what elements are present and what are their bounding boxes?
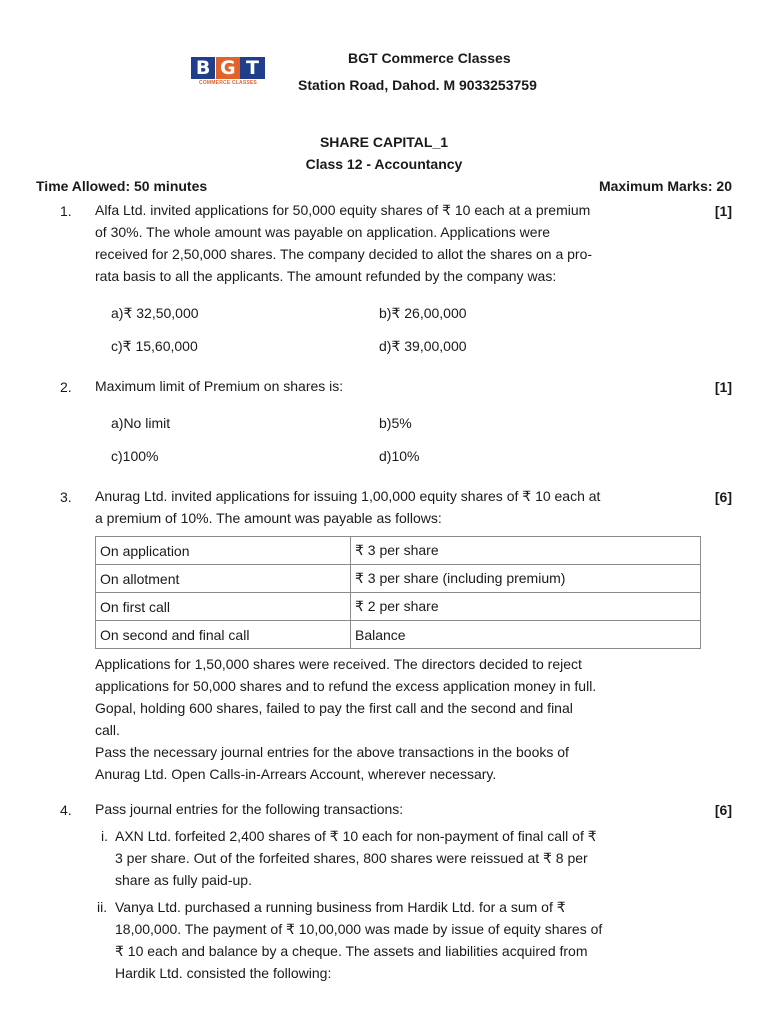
subquestion-text-line: 3 per share. Out of the forfeited shares, 800 shares were reissued at ₹ 8 per (115, 850, 588, 866)
logo (191, 57, 265, 87)
option-b: b)5% (379, 415, 412, 431)
question-text-line: applications for 50,000 shares and to refund the excess application money in full. (95, 678, 597, 694)
table-cell: ₹ 3 per share (including premium) (351, 565, 701, 593)
question-text-line: rata basis to all the applicants. The amount refunded by the company was: (95, 268, 557, 284)
institute-address: Station Road, Dahod. M 9033253759 (298, 77, 537, 93)
table-row (96, 537, 701, 565)
question-text-line: a premium of 10%. The amount was payable as follows: (95, 510, 442, 526)
table-cell: On second and final call (96, 621, 351, 649)
payment-schedule-table (95, 536, 701, 649)
institute-name: BGT Commerce Classes (348, 50, 511, 66)
logo-letter: T (240, 57, 264, 79)
subquestion-label: ii. (97, 899, 108, 915)
table-cell: ₹ 3 per share (351, 537, 701, 565)
question-number: 4. (60, 802, 72, 818)
table-row (96, 565, 701, 593)
question-text-line: Maximum limit of Premium on shares is: (95, 378, 344, 394)
subquestion-text-line: share as fully paid-up. (115, 872, 252, 888)
option-d: d)10% (379, 448, 420, 464)
question-text-line: call. (95, 722, 120, 738)
option-b: b)₹ 26,00,000 (379, 305, 467, 321)
option-c: c)₹ 15,60,000 (111, 338, 198, 354)
table-cell: On allotment (96, 565, 351, 593)
question-text-line: Anurag Ltd. Open Calls-in-Arrears Account, wherever necessary. (95, 766, 497, 782)
table-cell: ₹ 2 per share (351, 593, 701, 621)
option-a: a)₹ 32,50,000 (111, 305, 199, 321)
question-text-line: received for 2,50,000 shares. The company decided to allot the shares on a pro- (95, 246, 593, 262)
table-row (96, 621, 701, 649)
paper-subject: Class 12 - Accountancy (305, 156, 463, 172)
subquestion-text-line: Vanya Ltd. purchased a running business from Hardik Ltd. for a sum of ₹ (115, 899, 566, 915)
logo-letter: B (191, 57, 215, 79)
subquestion-label: i. (101, 828, 108, 844)
maximum-marks: Maximum Marks: 20 (598, 178, 732, 194)
subquestion-text-line: AXN Ltd. forfeited 2,400 shares of ₹ 10 each for non-payment of final call of ₹ (115, 828, 597, 844)
question-text-line: Gopal, holding 600 shares, failed to pay the first call and the second and final (95, 700, 573, 716)
question-number: 3. (60, 489, 72, 505)
question-number: 2. (60, 379, 72, 395)
option-d: d)₹ 39,00,000 (379, 338, 467, 354)
table-cell: Balance (351, 621, 701, 649)
question-number: 1. (60, 203, 72, 219)
logo-letter: G (216, 57, 240, 79)
question-text-line: Pass journal entries for the following transactions: (95, 801, 404, 817)
table-row (96, 593, 701, 621)
option-c: c)100% (111, 448, 159, 464)
question-marks: [6] (714, 802, 732, 818)
subquestion-text-line: Hardik Ltd. consisted the following: (115, 965, 332, 981)
logo-tagline: COMMERCE CLASSES (199, 80, 257, 86)
question-text-line: Alfa Ltd. invited applications for 50,000 equity shares of ₹ 10 each at a premium (95, 202, 591, 218)
subquestion-text-line: ₹ 10 each and balance by a cheque. The assets and liabilities acquired from (115, 943, 588, 959)
question-marks: [1] (714, 203, 732, 219)
question-marks: [1] (714, 379, 732, 395)
table-cell: On application (96, 537, 351, 565)
question-marks: [6] (714, 489, 732, 505)
question-text-line: Pass the necessary journal entries for the above transactions in the books of (95, 744, 569, 760)
question-text-line: Anurag Ltd. invited applications for issuing 1,00,000 equity shares of ₹ 10 each at (95, 488, 601, 504)
time-allowed: Time Allowed: 50 minutes (36, 178, 208, 194)
question-text-line: of 30%. The whole amount was payable on application. Applications were (95, 224, 551, 240)
paper-title: SHARE CAPITAL_1 (319, 134, 449, 150)
table-cell: On first call (96, 593, 351, 621)
option-a: a)No limit (111, 415, 171, 431)
subquestion-text-line: 18,00,000. The payment of ₹ 10,00,000 was made by issue of equity shares of (115, 921, 603, 937)
question-text-line: Applications for 1,50,000 shares were received. The directors decided to reject (95, 656, 582, 672)
